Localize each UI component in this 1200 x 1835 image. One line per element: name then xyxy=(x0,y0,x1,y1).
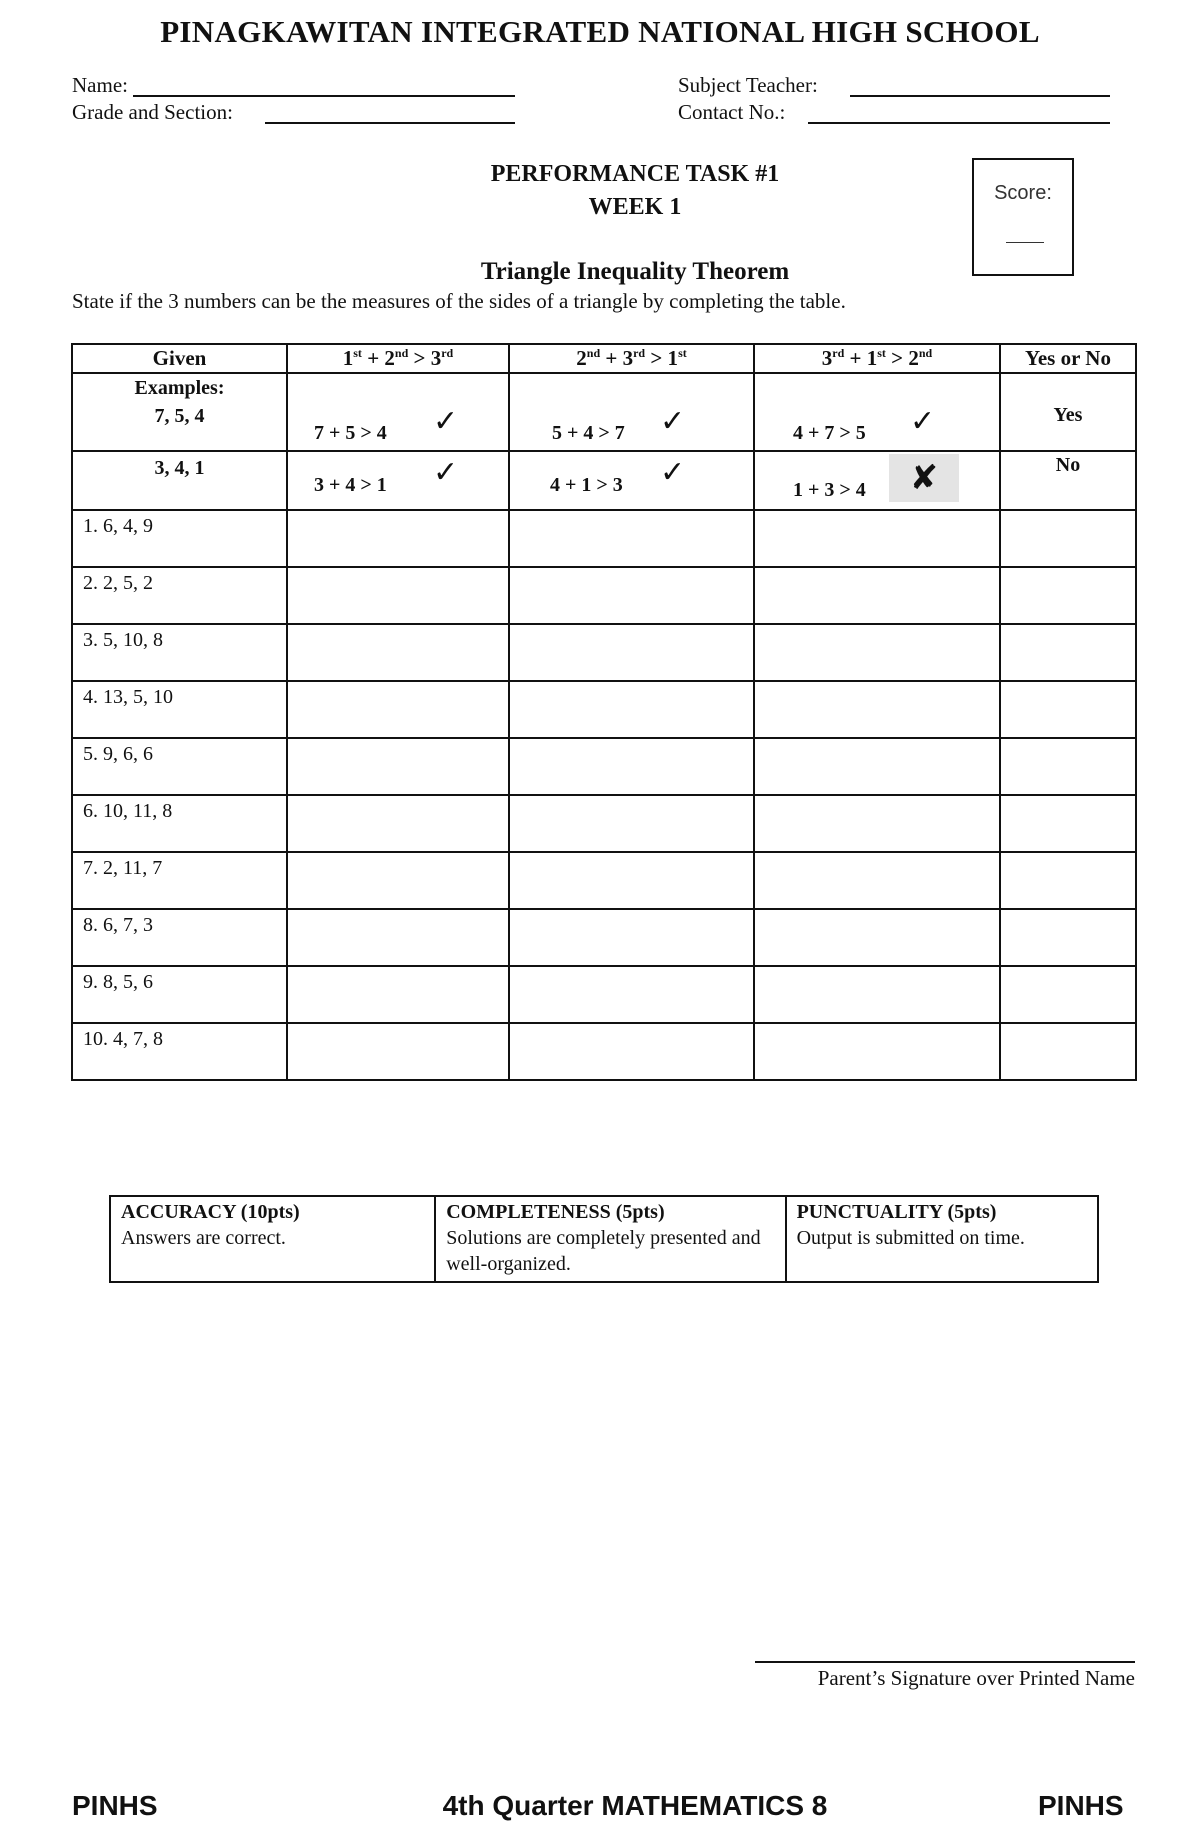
example-given-cell xyxy=(72,373,287,451)
answer-cell[interactable] xyxy=(754,1023,1000,1080)
score-blank xyxy=(1006,242,1044,243)
task-week: WEEK 1 xyxy=(588,194,682,220)
answer-cell[interactable] xyxy=(287,738,509,795)
contact-no-field[interactable] xyxy=(678,100,785,125)
header-third-first-second: 3rd + 1st > 2nd xyxy=(754,344,1000,373)
rubric-desc: Answers are correct. xyxy=(121,1227,286,1249)
yes-no-cell[interactable] xyxy=(1000,966,1136,1023)
answer-cell[interactable] xyxy=(509,567,754,624)
table-row xyxy=(72,1023,1136,1080)
item-given: 4. 13, 5, 10 xyxy=(72,681,287,738)
item-given: 3. 5, 10, 8 xyxy=(72,624,287,681)
answer-cell[interactable] xyxy=(754,852,1000,909)
answer-cell[interactable] xyxy=(509,510,754,567)
yes-no-cell[interactable] xyxy=(1000,681,1136,738)
contact-no-line[interactable] xyxy=(808,122,1110,124)
answer-cell[interactable] xyxy=(509,738,754,795)
check-icon: ✓ xyxy=(660,455,686,490)
table-header-row xyxy=(72,344,1136,373)
item-given: 10. 4, 7, 8 xyxy=(72,1023,287,1080)
rubric-accuracy xyxy=(110,1196,435,1282)
item-given: 8. 6, 7, 3 xyxy=(72,909,287,966)
table-row xyxy=(72,681,1136,738)
answer-cell[interactable] xyxy=(287,567,509,624)
answer-cell[interactable] xyxy=(509,909,754,966)
example-answer: Yes xyxy=(1000,373,1136,451)
answer-cell[interactable] xyxy=(509,1023,754,1080)
answer-cell[interactable] xyxy=(509,795,754,852)
answer-cell[interactable] xyxy=(287,966,509,1023)
subject-teacher-label: Subject Teacher: xyxy=(678,73,818,97)
answer-cell[interactable] xyxy=(509,681,754,738)
answer-cell[interactable] xyxy=(754,567,1000,624)
answer-cell[interactable] xyxy=(287,795,509,852)
example-inequality: 7 + 5 > 4 xyxy=(314,422,387,444)
answer-cell[interactable] xyxy=(509,624,754,681)
rubric-title: COMPLETENESS (5pts) xyxy=(446,1201,665,1223)
rubric-desc: Solutions are completely presented and well-organized. xyxy=(446,1227,761,1275)
cross-icon: ✘ xyxy=(889,454,959,502)
answer-cell[interactable] xyxy=(754,624,1000,681)
yes-no-cell[interactable] xyxy=(1000,1023,1136,1080)
grade-section-line[interactable] xyxy=(265,122,515,124)
table-row xyxy=(72,795,1136,852)
yes-no-cell[interactable] xyxy=(1000,624,1136,681)
table-row xyxy=(72,624,1136,681)
footer-right: PINHS xyxy=(1038,1790,1124,1821)
example-cell xyxy=(287,451,509,510)
name-line[interactable] xyxy=(133,95,515,97)
table-row xyxy=(72,909,1136,966)
yes-no-cell[interactable] xyxy=(1000,738,1136,795)
example-inequality: 4 + 7 > 5 xyxy=(793,422,866,444)
header-first-second-third: 1st + 2nd > 3rd xyxy=(287,344,509,373)
example-inequality: 5 + 4 > 7 xyxy=(552,422,625,444)
rubric-title: ACCURACY (10pts) xyxy=(121,1201,300,1223)
grade-section-label: Grade and Section: xyxy=(72,100,233,124)
example-inequality: 4 + 1 > 3 xyxy=(550,474,623,496)
header-given: Given xyxy=(72,344,287,373)
rubric-desc: Output is submitted on time. xyxy=(796,1227,1025,1249)
footer-left: PINHS xyxy=(72,1790,158,1821)
answer-cell[interactable] xyxy=(509,966,754,1023)
item-given: 6. 10, 11, 8 xyxy=(72,795,287,852)
example-inequality: 3 + 4 > 1 xyxy=(314,474,387,496)
example-given: 3, 4, 1 xyxy=(154,457,205,479)
header-second-third-first: 2nd + 3rd > 1st xyxy=(509,344,754,373)
item-given: 7. 2, 11, 7 xyxy=(72,852,287,909)
example-given: 7, 5, 4 xyxy=(154,405,205,427)
example-cell xyxy=(754,373,1000,451)
rubric-punctuality xyxy=(786,1196,1098,1282)
school-title: PINAGKAWITAN INTEGRATED NATIONAL HIGH SCHOOL xyxy=(160,14,1040,49)
example-cell xyxy=(754,451,1000,510)
examples-label: Examples: xyxy=(134,377,225,399)
example-answer: No xyxy=(1000,451,1136,510)
answer-cell[interactable] xyxy=(287,909,509,966)
subject-teacher-field[interactable] xyxy=(678,73,818,98)
answer-cell[interactable] xyxy=(754,909,1000,966)
answer-cell[interactable] xyxy=(754,681,1000,738)
table-row xyxy=(72,567,1136,624)
example-row xyxy=(72,373,1136,451)
check-icon: ✓ xyxy=(910,404,936,439)
example-cell xyxy=(287,373,509,451)
table-row xyxy=(72,738,1136,795)
header-yes-or-no: Yes or No xyxy=(1000,344,1136,373)
answer-cell[interactable] xyxy=(287,510,509,567)
yes-no-cell[interactable] xyxy=(1000,510,1136,567)
rubric-row xyxy=(110,1196,1098,1282)
rubric-title: PUNCTUALITY (5pts) xyxy=(796,1201,997,1223)
topic-title: Triangle Inequality Theorem xyxy=(480,258,790,285)
triangle-inequality-table xyxy=(71,343,1137,1081)
answer-cell[interactable] xyxy=(287,624,509,681)
subject-teacher-line[interactable] xyxy=(850,95,1110,97)
grade-section-field[interactable] xyxy=(72,100,233,125)
item-given: 1. 6, 4, 9 xyxy=(72,510,287,567)
footer-center: 4th Quarter MATHEMATICS 8 xyxy=(442,1790,828,1821)
example-inequality: 1 + 3 > 4 xyxy=(793,479,866,501)
rubric-completeness xyxy=(435,1196,785,1282)
yes-no-cell[interactable] xyxy=(1000,852,1136,909)
name-label: Name: xyxy=(72,73,128,97)
yes-no-cell[interactable] xyxy=(1000,567,1136,624)
answer-cell[interactable] xyxy=(287,852,509,909)
check-icon: ✓ xyxy=(433,404,459,439)
example-cell xyxy=(509,451,754,510)
table-row xyxy=(72,852,1136,909)
example-cell xyxy=(509,373,754,451)
rubric-table xyxy=(109,1195,1099,1283)
answer-cell[interactable] xyxy=(287,1023,509,1080)
example-row xyxy=(72,451,1136,510)
score-label: Score: xyxy=(994,182,1052,204)
item-given: 5. 9, 6, 6 xyxy=(72,738,287,795)
signature-line[interactable] xyxy=(755,1661,1135,1663)
check-icon: ✓ xyxy=(433,455,459,490)
answer-cell[interactable] xyxy=(754,966,1000,1023)
table-row xyxy=(72,966,1136,1023)
signature-label: Parent’s Signature over Printed Name xyxy=(817,1666,1135,1690)
answer-cell[interactable] xyxy=(509,852,754,909)
item-given: 2. 2, 5, 2 xyxy=(72,567,287,624)
example-given-cell xyxy=(72,451,287,510)
answer-cell[interactable] xyxy=(287,681,509,738)
contact-no-label: Contact No.: xyxy=(678,100,786,124)
yes-no-cell[interactable] xyxy=(1000,909,1136,966)
answer-cell[interactable] xyxy=(754,795,1000,852)
answer-cell[interactable] xyxy=(754,510,1000,567)
answer-cell[interactable] xyxy=(754,738,1000,795)
table-row xyxy=(72,510,1136,567)
yes-no-cell[interactable] xyxy=(1000,795,1136,852)
check-icon: ✓ xyxy=(660,404,686,439)
task-title: PERFORMANCE TASK #1 xyxy=(490,161,780,187)
instruction-text: State if the 3 numbers can be the measures of the sides of a triangle by completing the table. xyxy=(72,289,846,313)
item-given: 9. 8, 5, 6 xyxy=(72,966,287,1023)
name-field[interactable] xyxy=(72,73,128,98)
